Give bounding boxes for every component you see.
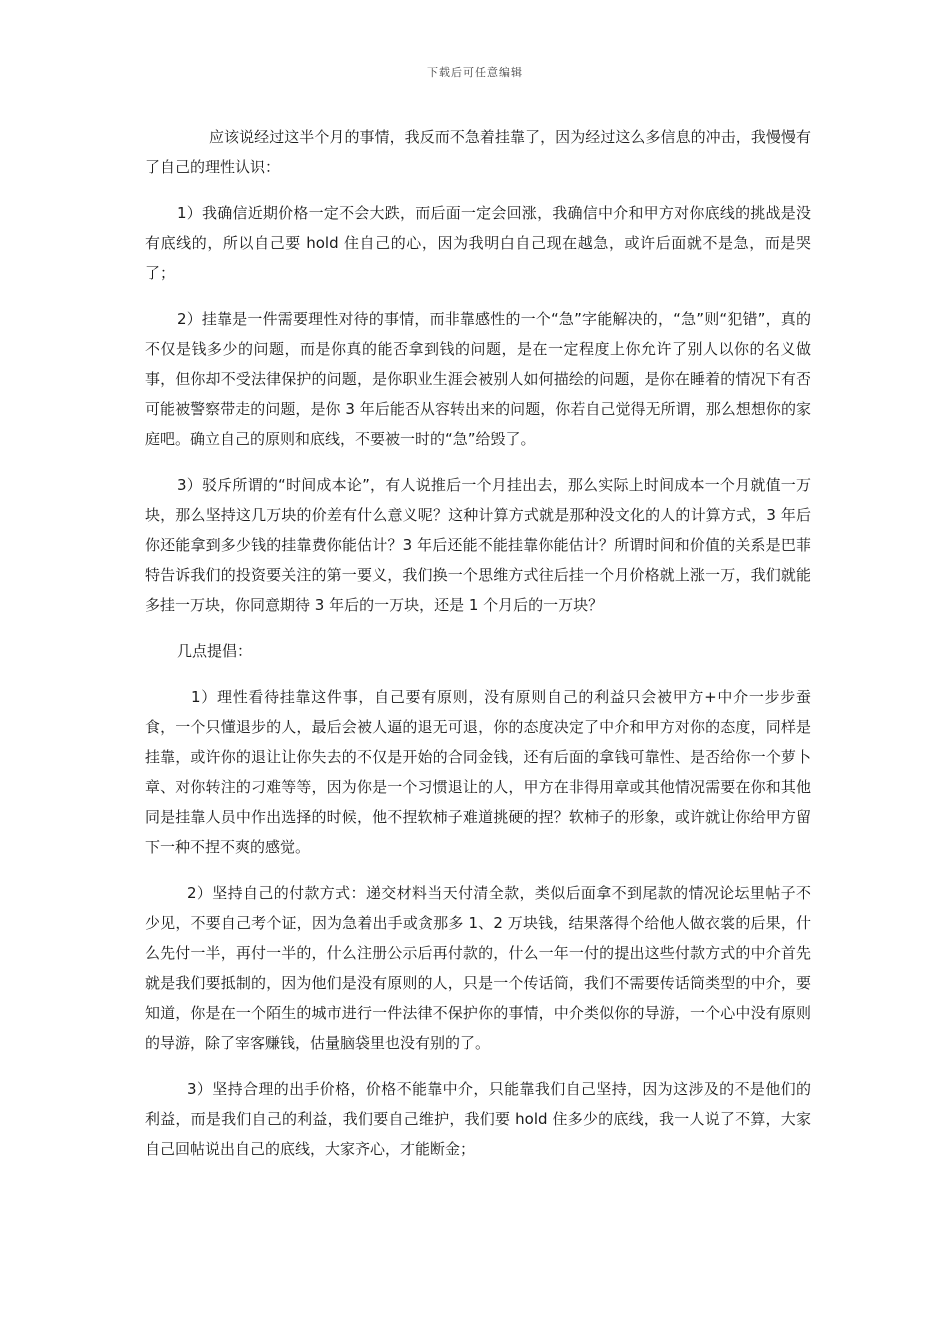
proposals-heading: 几点提倡： [177, 642, 253, 660]
point-1-paragraph: 1）我确信近期价格一定不会大跌，而后面一定会回涨，我确信中介和甲方对你底线的挑战是没有底线的，所以自己要 hold 住自己的心，因为我明白自己现在越急，或许后面就不是急，而是哭了； [145, 204, 811, 282]
point-3-paragraph: 3）驳斥所谓的“时间成本论”，有人说推后一个月挂出去，那么实际上时间成本一个月就值一万块，那么坚持这几万块的价差有什么意义呢？这种计算方式就是那种没文化的人的计算方式，3 年后你还能拿到多少钱的挂靠费你能估计？3 年后还能不能挂靠你能估计？所谓时间和价值的关系是巴菲特告诉我们的投资要关注的第一要义，我们换一个思维方式往后挂一个月价格就上涨一万，我们就能多挂一万块，你同意期待 3 年后的一万块，还是 1 个月后的一万块？ [145, 476, 811, 614]
proposal-1-paragraph: 1）理性看待挂靠这件事，自己要有原则，没有原则自己的利益只会被甲方+中介一步步蚕食，一个只懂退步的人，最后会被人逼的退无可退，你的态度决定了中介和甲方对你的态度，同样是挂靠，或许你的退让让你失去的不仅是开始的合同金钱，还有后面的拿钱可靠性、是否给你一个萝卜章、对你转注的刁难等等，因为你是一个习惯退让的人，甲方在非得用章或其他情况需要在你和其他同是挂靠人员中作出选择的时候，他不捏软柿子难道挑硬的捏？软柿子的形象，或许就让你给甲方留下一种不捏不爽的感觉。 [145, 688, 811, 856]
proposal-2-paragraph: 2）坚持自己的付款方式：递交材料当天付清全款，类似后面拿不到尾款的情况论坛里帖子不少见，不要自己考个证，因为急着出手或贪那多 1、2 万块钱，结果落得个给他人做衣裳的后果，什么先付一半，再付一半的，什么注册公示后再付款的，什么一年一付的提出这些付款方式的中介首先就是我们要抵制的，因为他们是没有原则的人，只是一个传话筒，我们不需要传话筒类型的中介，要知道，你是在一个陌生的城市进行一件法律不保护你的事情，中介类似你的导游，一个心中没有原则的导游，除了宰客赚钱，估量脑袋里也没有别的了。 [145, 884, 811, 1052]
intro-paragraph: 应该说经过这半个月的事情，我反而不急着挂靠了，因为经过这么多信息的冲击，我慢慢有了自己的理性认识： [145, 128, 811, 176]
point-2-paragraph: 2）挂靠是一件需要理性对待的事情，而非靠感性的一个“急”字能解决的，“急”则“犯错”，真的不仅是钱多少的问题，而是你真的能否拿到钱的问题，是在一定程度上你允许了别人以你的名义做事，但你却不受法律保护的问题，是你职业生涯会被别人如何描绘的问题，是你在睡着的情况下有否可能被警察带走的问题，是你 3 年后能否从容转出来的问题，你若自己觉得无所谓，那么想想你的家庭吧。确立自己的原则和底线，不要被一时的“急”给毁了。 [145, 310, 811, 448]
proposal-3-paragraph: 3）坚持合理的出手价格，价格不能靠中介，只能靠我们自己坚持，因为这涉及的不是他们的利益，而是我们自己的利益，我们要自己维护，我们要 hold 住多少的底线，我一人说了不算，大家自己回帖说出自己的底线，大家齐心，才能断金； [145, 1080, 811, 1158]
header-note: 下载后可任意编辑 [427, 66, 523, 79]
document-body [145, 122, 811, 1180]
